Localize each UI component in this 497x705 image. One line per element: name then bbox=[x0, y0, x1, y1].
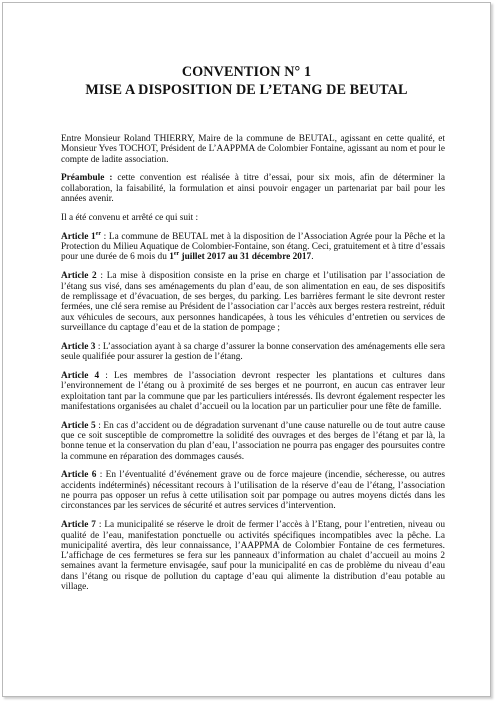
article-7 bbox=[61, 520, 445, 592]
article-1-text: : La commune de BEUTAL met à la disposition de l’Association Agrée pour la Pêche et la Protection du Milieu Aquatique de Colombier-Fontaine, son étang. Ceci, gratuitement et à titre d’essais pour une durée de 6 mois du bbox=[61, 231, 446, 263]
preambule-text: cette convention est réalisée à titre d’essai, pour six mois, afin de déterminer la collaboration, la faisabilité, la formulation et ainsi pouvoir engager un partenariat par bail pour les années avenir. bbox=[61, 173, 446, 205]
article-7-text: : La municipalité se réserve le droit de fermer l’accès à l’Etang, pour l’entretien, niveau ou qualité de l’eau, manifestation ponctuelle ou activités spécifiques incompatibles avec la pêche. La municipalité avertira, dès leur connaissance, l’AAPPMA de Colombier Fontaine de ces fermetures. L’affichage de ces fermetures se fera sur les panneaux d’information au chalet d’accueil au moins 2 semaines avant la fermeture envisagée, sauf pour la municipalité en cas de problème du niveau d’eau dans l’étang ou risque de pollution du captage d’eau qui alimente la distribution d’eau potable au village. bbox=[61, 520, 445, 593]
document-title bbox=[3, 63, 490, 99]
article-6-label: Article 6 bbox=[61, 470, 97, 481]
preambule-paragraph bbox=[61, 173, 445, 204]
article-5 bbox=[61, 421, 445, 462]
article-6-text: : En l’éventualité d’événement grave ou de force majeure (incendie, sécheresse, ou autres accidents indéterminés) nécessitant recours à l’utilisation de la réserve d’eau de l’étang, l’association ne pourra pas opposer un refus à cette utilisation soit par pompage ou autres moyens dictés dans les circonstances par les services de sécurité et autres services d’intervention. bbox=[61, 470, 445, 512]
article-4-label: Article 4 bbox=[61, 370, 100, 381]
article-2-label: Article 2 bbox=[61, 271, 97, 282]
title-line-2: MISE A DISPOSITION DE L’ETANG DE BEUTAL bbox=[85, 82, 408, 98]
article-6 bbox=[61, 470, 445, 511]
article-4-text: : Les membres de l’association devront respecter les plantations et cultures dans l’environnement de l’étang ou à proximité de ses berges et ne pourront, en aucun cas entraver leur exploitation tant par la commune que par les particuliers intéressés. Ils devront également respecter les manifestations organisées au chalet d’accueil ou la location par un particulier pour une fête de famille. bbox=[61, 370, 445, 412]
document-body bbox=[61, 134, 445, 601]
title-line-1: CONVENTION N° 1 bbox=[181, 64, 312, 80]
article-1-dates: 1er juillet 2017 au 31 décembre 2017 bbox=[169, 251, 312, 263]
article-5-text: : En cas d’accident ou de dégradation survenant d’une cause naturelle ou de tout autre cause que ce soit susceptible de compromettre la solidité des ouvrages et des berges de l’étang et par là, la bonne tenue et la conservation du plan d’eau, l’association ne pourra pas engager des poursuites contre la commune en réparation des dommages causés. bbox=[61, 420, 446, 462]
article-3-text: : L’association ayant à sa charge d’assurer la bonne conservation des aménagements elle sera seule qualifiée pour assurer la gestion de l’étang. bbox=[61, 341, 446, 363]
article-2 bbox=[61, 271, 445, 333]
article-2-text: : La mise à disposition consiste en la prise en charge et l’utilisation par l’association de l’étang sus visé, dans ses aménagements du plan d’eau, de son alimentation en eau, de ses dispositifs de remplissage et d’évacuation, de ses berges, du parking. Les barrières fermant le site devront rester fermées, une clé sera remise au Président de l’association car l’accès aux berges restera restreint, réduit aux véhicules de secours, aux personnes handicapées, à tous les véhicules d’entretien ou services de surveillance du captage d’eau et de la station de pompage ; bbox=[61, 271, 446, 333]
document-page bbox=[2, 2, 491, 697]
article-7-label: Article 7 bbox=[61, 520, 96, 531]
preambule-label: Préambule : bbox=[61, 173, 113, 184]
article-5-label: Article 5 bbox=[61, 420, 96, 431]
article-3-label: Article 3 bbox=[61, 341, 96, 352]
parties-paragraph: Entre Monsieur Roland THIERRY, Maire de la commune de BEUTAL, agissant en cette qualité, et Monsieur Yves TOCHOT, Président de L’AAPPMA de Colombier Fontaine, agissant au nom et pour le compte de ladite association. bbox=[61, 134, 445, 165]
article-3 bbox=[61, 342, 445, 363]
article-1: Article 1er : La commune de BEUTAL met à la disposition de l’Association Agrée pour la Pêche et la Protection du Milieu Aquatique de Colombier-Fontaine, son étang. Ceci, gratuitement et à titre d’essais pour une durée de 6 mois du 1er juillet 2017 au 31 décembre 2017. bbox=[61, 230, 446, 263]
agreed-paragraph: Il a été convenu et arrêté ce qui suit : bbox=[61, 212, 199, 223]
article-4 bbox=[61, 371, 445, 412]
article-1-label: Article 1er bbox=[61, 230, 101, 242]
